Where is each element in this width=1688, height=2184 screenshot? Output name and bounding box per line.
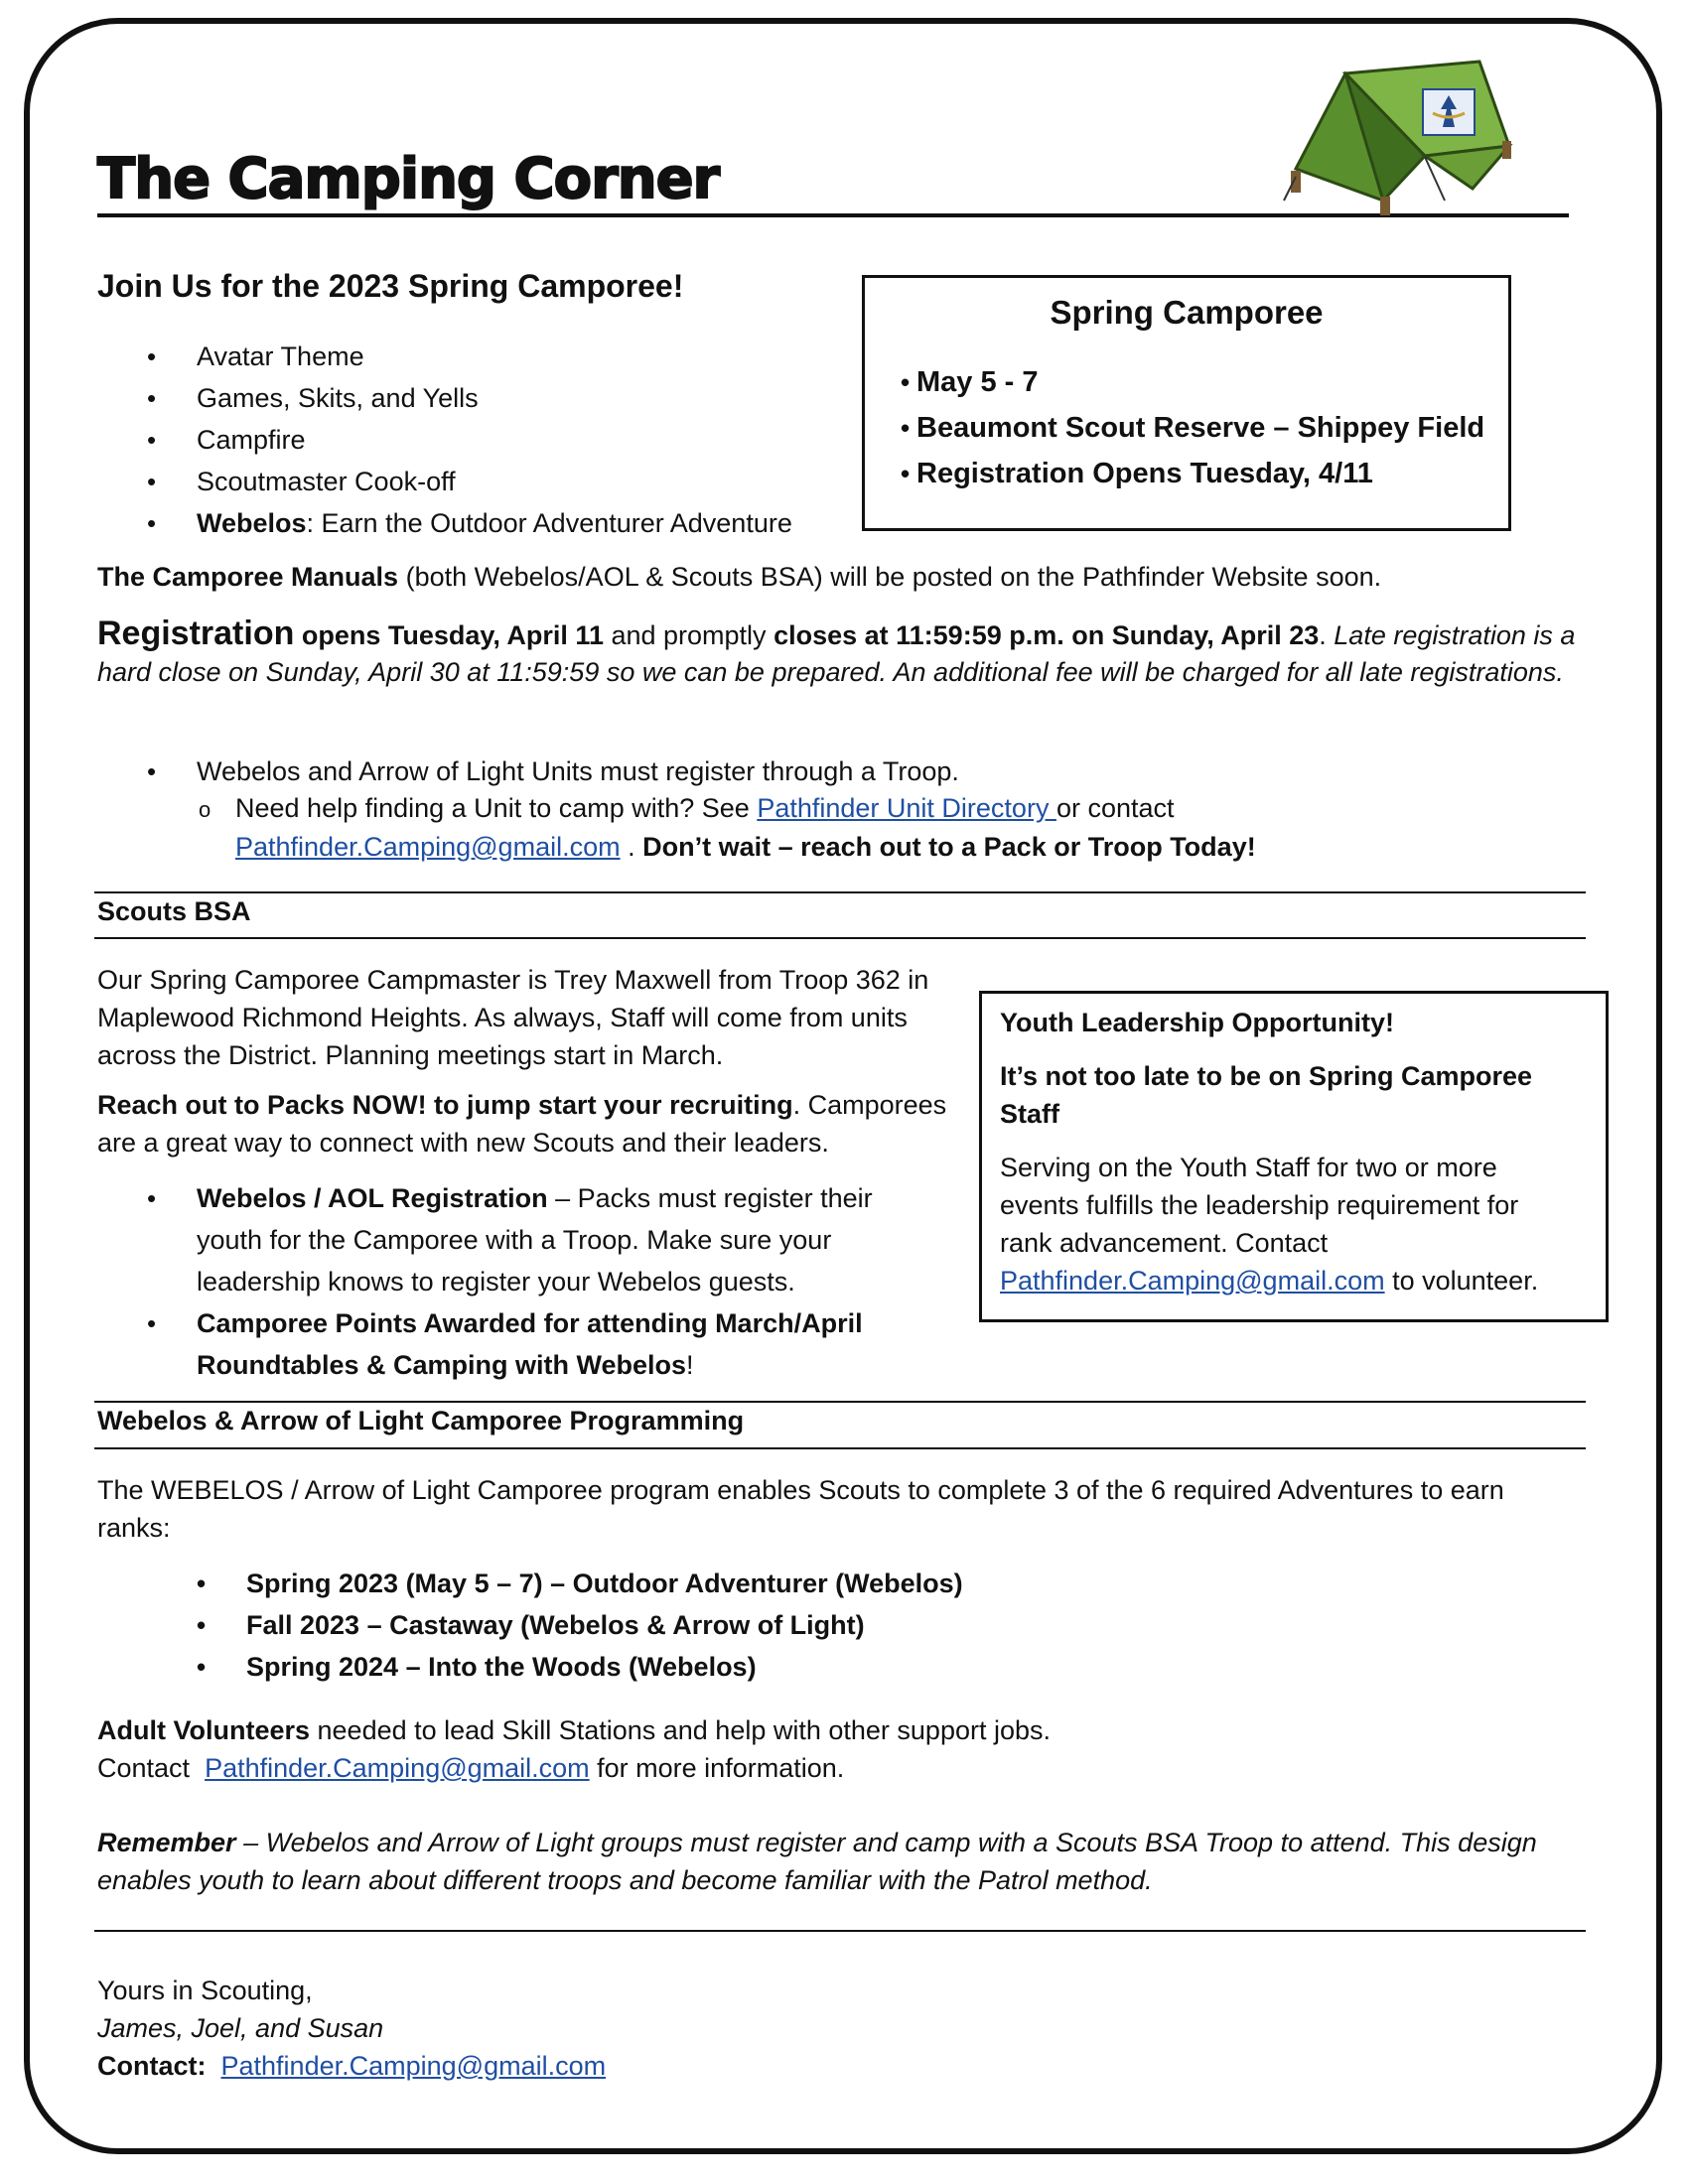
registration-opens: opens Tuesday, April 11 bbox=[294, 620, 604, 650]
divider bbox=[94, 1447, 1586, 1449]
adult-volunteers bbox=[97, 1711, 1626, 1787]
sub-bullet-marker: o bbox=[199, 797, 211, 822]
text-span: to volunteer. bbox=[1384, 1266, 1539, 1296]
text-span: leadership knows to register your Webelos guests. bbox=[197, 1267, 795, 1297]
list-item: • Spring 2024 – Into the Woods (Webelos) bbox=[147, 1646, 1438, 1688]
manuals-bold: The Camporee Manuals bbox=[97, 562, 399, 592]
registration-dot: . bbox=[1319, 620, 1335, 650]
text-line bbox=[1000, 1262, 1596, 1299]
signature-names: James, Joel, and Susan bbox=[97, 2013, 384, 2043]
contact-label: Contact: bbox=[97, 2051, 207, 2081]
youth-box-sub-line: It’s not too late to be on Spring Camporee bbox=[1000, 1061, 1533, 1091]
text-line bbox=[97, 2047, 991, 2085]
text-line: are a great way to connect with new Scouts and their leaders. bbox=[97, 1128, 829, 1158]
registration-sub-bullet-line2 bbox=[235, 828, 1526, 866]
webelos-intro bbox=[97, 1471, 1626, 1547]
email-link[interactable]: Pathfinder.Camping@gmail.com bbox=[205, 1753, 590, 1783]
webelos-programming-heading: Webelos & Arrow of Light Camporee Programming bbox=[97, 1406, 745, 1435]
list-item bbox=[97, 1302, 971, 1386]
list-item bbox=[97, 502, 852, 544]
divider bbox=[94, 891, 1586, 893]
youth-box-content bbox=[1000, 1004, 1596, 1299]
sub-pre: Need help finding a Unit to camp with? See bbox=[235, 793, 758, 823]
divider bbox=[94, 1401, 1586, 1403]
youth-box-heading: Youth Leadership Opportunity! bbox=[1000, 1008, 1394, 1037]
list-item bbox=[97, 1177, 971, 1302]
text-span: needed to lead Skill Stations and help with other support jobs. bbox=[310, 1715, 1051, 1745]
list-item: • May 5 - 7 bbox=[851, 359, 1526, 405]
text-line bbox=[97, 1824, 1646, 1861]
camporee-box bbox=[862, 275, 1511, 531]
registration-and: and promptly bbox=[603, 620, 774, 650]
email-link[interactable]: Pathfinder.Camping@gmail.com bbox=[235, 832, 621, 862]
adult-bold: Adult Volunteers bbox=[97, 1715, 311, 1745]
registration-bullets bbox=[97, 751, 1487, 792]
text-span: – Packs must register their bbox=[547, 1183, 873, 1213]
scouts-bsa-para2 bbox=[97, 1086, 971, 1161]
text-line: ranks: bbox=[97, 1513, 171, 1543]
list-item: • Fall 2023 – Castaway (Webelos & Arrow of Light) bbox=[147, 1604, 1438, 1646]
tent-icon bbox=[1276, 52, 1524, 215]
text-line: The WEBELOS / Arrow of Light Camporee program enables Scouts to complete 3 of the 6 required Adventures to earn bbox=[97, 1475, 1504, 1505]
points-bold-2: Roundtables & Camping with Webelos bbox=[197, 1350, 687, 1380]
text-line: across the District. Planning meetings start in March. bbox=[97, 1040, 724, 1070]
youth-box-sub-line: Staff bbox=[1000, 1099, 1059, 1129]
remember-paragraph bbox=[97, 1824, 1646, 1899]
scouts-bsa-bullets bbox=[97, 1177, 971, 1386]
list-item: • Registration Opens Tuesday, 4/11 bbox=[851, 451, 1526, 496]
text-span: Contact bbox=[97, 1753, 206, 1783]
text-line: rank advancement. Contact bbox=[1000, 1228, 1329, 1258]
youth-leadership-box bbox=[979, 991, 1609, 1322]
text-span: youth for the Camporee with a Troop. Make sure your bbox=[197, 1225, 832, 1255]
aol-registration-bold: Webelos / AOL Registration bbox=[197, 1183, 548, 1213]
text-line bbox=[97, 1711, 1626, 1749]
webelos-adventures bbox=[147, 1563, 1438, 1688]
intro-bullets bbox=[97, 336, 852, 544]
registration-paragraph bbox=[97, 615, 1587, 691]
text-line bbox=[97, 1749, 1626, 1787]
list-item: • Campfire bbox=[97, 419, 852, 461]
manuals-text: (both Webelos/AOL & Scouts BSA) will be posted on the Pathfinder Website soon. bbox=[398, 562, 1382, 592]
email-link[interactable]: Pathfinder.Camping@gmail.com bbox=[220, 2051, 607, 2081]
list-item: • Webelos and Arrow of Light Units must register through a Troop. bbox=[97, 751, 1487, 792]
sub-bold: Don’t wait – reach out to a Pack or Troop Today! bbox=[642, 832, 1256, 862]
scouts-bsa-heading: Scouts BSA bbox=[97, 896, 251, 926]
text-line: enables youth to learn about different troops and become familiar with the Patrol method. bbox=[97, 1865, 1153, 1895]
email-link[interactable]: Pathfinder.Camping@gmail.com bbox=[1000, 1266, 1385, 1296]
list-item: • Avatar Theme bbox=[97, 336, 852, 377]
sub-post: . bbox=[620, 832, 643, 862]
registration-late: Late registration is a hard close on Sunday, April 30 at 11:59:59 so we can be prepared. An additional fee will be charged for all late registrations. bbox=[97, 620, 1576, 687]
sub-mid: or contact bbox=[1055, 793, 1175, 823]
intro-heading: Join Us for the 2023 Spring Camporee! bbox=[97, 268, 684, 304]
list-item: • Spring 2023 (May 5 – 7) – Outdoor Adventurer (Webelos) bbox=[147, 1563, 1438, 1604]
list-item: • Games, Skits, and Yells bbox=[97, 377, 852, 419]
manuals-paragraph bbox=[97, 558, 1626, 596]
recruit-bold: Reach out to Packs NOW! to jump start your recruiting bbox=[97, 1090, 793, 1120]
remember-bold: Remember bbox=[97, 1828, 236, 1857]
registration-sub-bullet bbox=[235, 789, 1526, 827]
divider bbox=[94, 1930, 1586, 1932]
text-span: ! bbox=[686, 1350, 694, 1380]
text-span: for more information. bbox=[589, 1753, 845, 1783]
divider bbox=[94, 937, 1586, 939]
text-line: Serving on the Youth Staff for two or more bbox=[1000, 1153, 1497, 1182]
text-line: Our Spring Camporee Campmaster is Trey Maxwell from Troop 362 in bbox=[97, 965, 929, 995]
registration-label: Registration bbox=[97, 614, 295, 652]
page-title: The Camping Corner bbox=[97, 147, 720, 211]
camporee-box-list bbox=[851, 359, 1526, 496]
webelos-text: : Earn the Outdoor Adventurer Adventure bbox=[306, 508, 792, 538]
list-item: • Beaumont Scout Reserve – Shippey Field bbox=[851, 405, 1526, 451]
webelos-label: Webelos bbox=[197, 508, 307, 538]
closing bbox=[97, 1972, 991, 2085]
unit-directory-link[interactable]: Pathfinder Unit Directory bbox=[757, 793, 1056, 823]
text-span: – Webelos and Arrow of Light groups must register and camp with a Scouts BSA Troop to attend. This design bbox=[235, 1828, 1537, 1857]
text-line: events fulfills the leadership requirement for bbox=[1000, 1190, 1519, 1220]
registration-closes: closes at 11:59:59 p.m. on Sunday, April 23 bbox=[774, 620, 1320, 650]
text-line: Maplewood Richmond Heights. As always, Staff will come from units bbox=[97, 1003, 908, 1032]
text-line bbox=[97, 1086, 971, 1124]
scouts-bsa-para1 bbox=[97, 961, 971, 1074]
list-item: • Scoutmaster Cook-off bbox=[97, 461, 852, 502]
text-span: . Camporees bbox=[792, 1090, 947, 1120]
camporee-box-title: Spring Camporee bbox=[1050, 294, 1324, 331]
points-bold: Camporee Points Awarded for attending March/April bbox=[197, 1308, 863, 1338]
text-line: Yours in Scouting, bbox=[97, 1976, 313, 2005]
